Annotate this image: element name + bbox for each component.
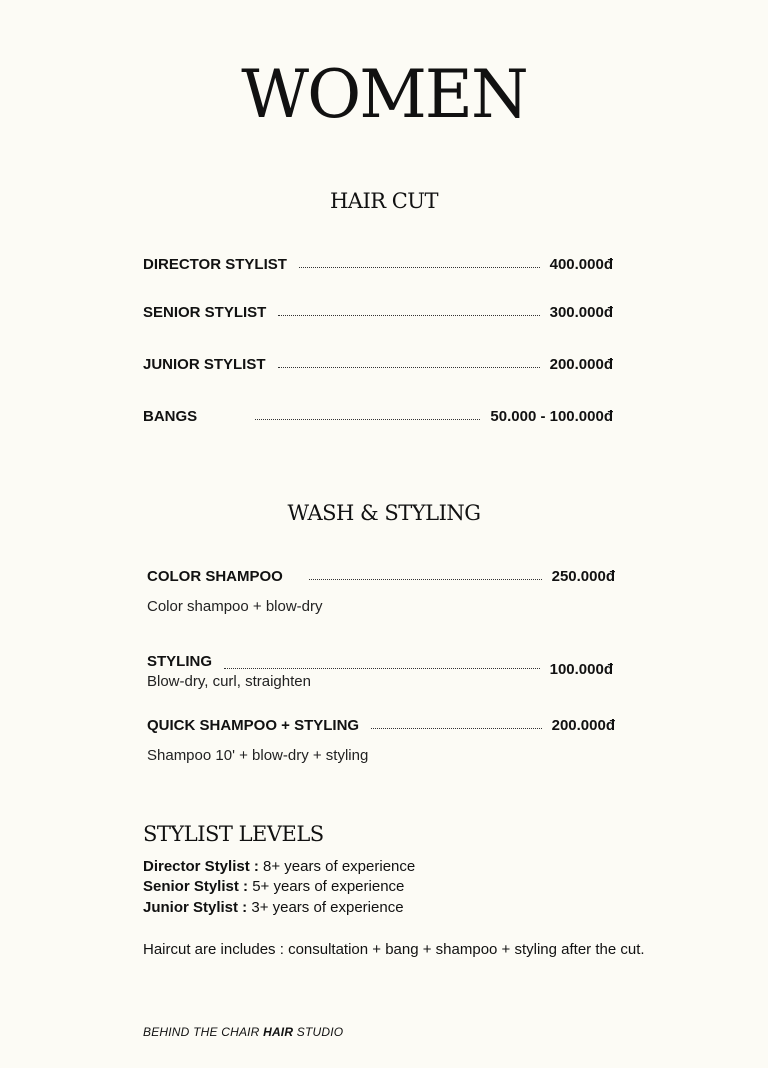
level-text: 3+ years of experience xyxy=(247,899,404,916)
service-price: 100.000đ xyxy=(549,661,613,678)
level-label: Junior Stylist : xyxy=(143,899,248,916)
dotted-leader xyxy=(309,579,542,580)
footer-prefix: BEHIND THE CHAIR xyxy=(143,1025,264,1039)
level-junior xyxy=(143,899,404,916)
haircut-row-bangs xyxy=(143,408,613,425)
level-text: 5+ years of experience xyxy=(248,878,405,895)
dotted-leader xyxy=(299,267,540,268)
service-price: 50.000 - 100.000đ xyxy=(490,408,613,425)
footer-suffix: STUDIO xyxy=(293,1025,344,1039)
haircut-heading: HAIR CUT xyxy=(329,189,439,213)
service-description: Color shampoo + blow-dry xyxy=(147,598,323,615)
wash-row-quick-shampoo xyxy=(147,717,615,734)
dotted-leader xyxy=(278,367,540,368)
haircut-row-director xyxy=(143,256,613,273)
wash-row-color-shampoo xyxy=(147,568,615,585)
service-name: QUICK SHAMPOO + STYLING xyxy=(147,717,360,734)
service-price: 400.000đ xyxy=(549,256,613,273)
service-price: 300.000đ xyxy=(549,304,613,321)
level-director xyxy=(143,858,415,875)
dotted-leader xyxy=(371,728,542,729)
haircut-includes-note: Haircut are includes : consultation + bang + shampoo + styling after the cut. xyxy=(143,941,645,958)
service-price: 200.000đ xyxy=(551,717,615,734)
service-price: 250.000đ xyxy=(551,568,615,585)
service-price: 200.000đ xyxy=(549,356,613,373)
levels-heading: STYLIST LEVELS xyxy=(143,822,324,846)
footer-bold: HAIR xyxy=(263,1025,294,1039)
haircut-row-senior xyxy=(143,304,613,321)
service-name: STYLING xyxy=(147,653,213,670)
wash-heading: WASH & STYLING xyxy=(287,501,481,525)
service-description: Shampoo 10' + blow-dry + styling xyxy=(147,747,369,764)
service-name: COLOR SHAMPOO xyxy=(147,568,283,585)
haircut-row-junior xyxy=(143,356,613,373)
dotted-leader xyxy=(224,668,540,669)
page-title: WOMEN xyxy=(241,56,527,133)
service-description: Blow-dry, curl, straighten xyxy=(147,673,311,690)
service-name: DIRECTOR STYLIST xyxy=(143,256,287,273)
level-senior xyxy=(143,878,404,895)
service-name: JUNIOR STYLIST xyxy=(143,356,266,373)
dotted-leader xyxy=(278,315,539,316)
dotted-leader xyxy=(255,419,480,420)
level-text: 8+ years of experience xyxy=(258,858,416,875)
footer-brand xyxy=(143,1025,343,1039)
level-label: Senior Stylist : xyxy=(143,878,249,895)
service-name: SENIOR STYLIST xyxy=(143,304,267,321)
service-name: BANGS xyxy=(143,408,198,425)
level-label: Director Stylist : xyxy=(143,858,259,875)
